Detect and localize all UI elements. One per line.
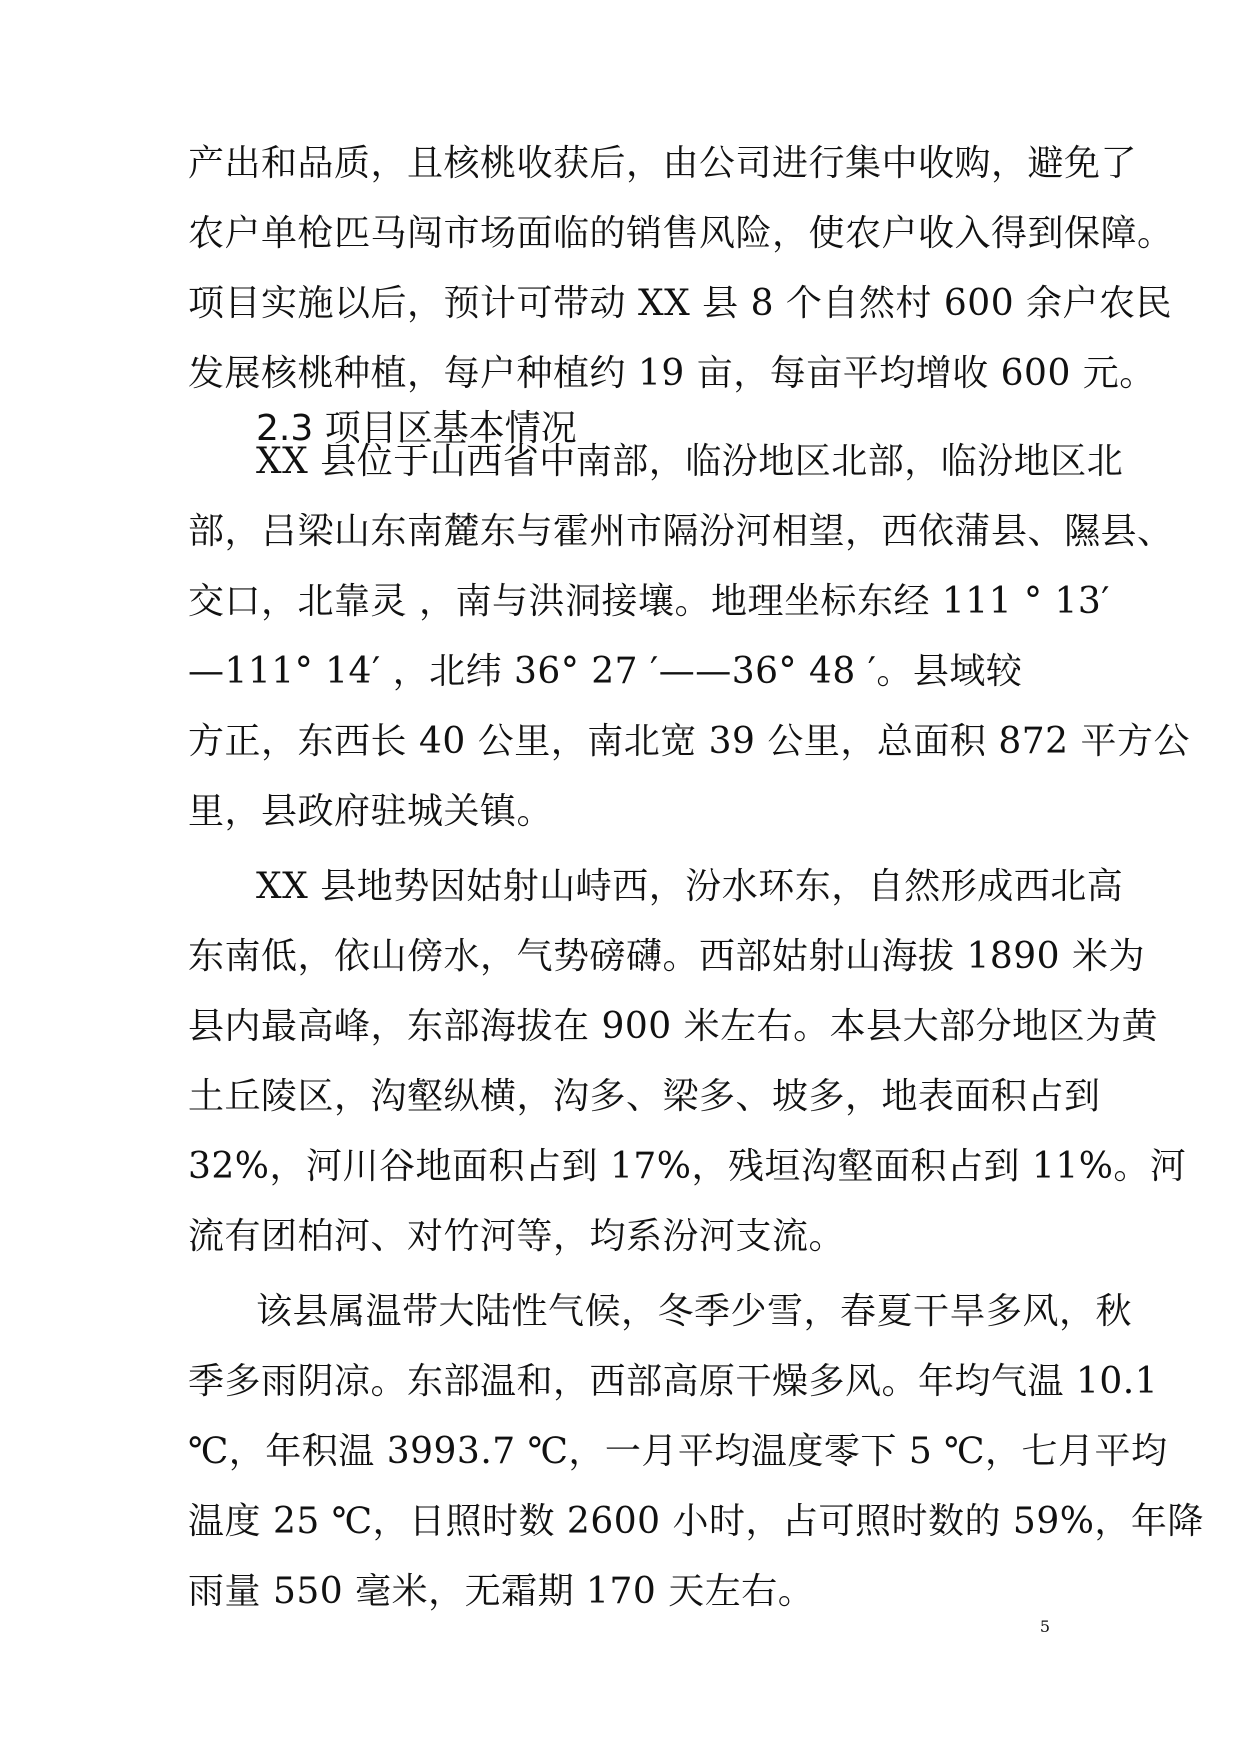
paragraph-2-line-2: 部，吕梁山东南麓东与霍州市隔汾河相望，西依蒲县、隰县、: [188, 511, 1174, 552]
paragraph-3-line-6: 流有团柏河、对竹河等，均系汾河支流。: [188, 1216, 846, 1257]
paragraph-3-line-1: XX 县地势因姑射山峙西，汾水环东，自然形成西北高: [256, 866, 1124, 907]
paragraph-4-line-2: 季多雨阴凉。东部温和，西部高原干燥多风。年均气温 10.1: [188, 1361, 1159, 1402]
paragraph-4-line-3: ℃，年积温 3993.7 ℃，一月平均温度零下 5 ℃，七月平均: [188, 1431, 1168, 1472]
section-heading: 2.3 项目区基本情况: [256, 408, 577, 449]
paragraph-1-line-4: 发展核桃种植，每户种植约 19 亩，每亩平均增收 600 元。: [188, 353, 1156, 394]
page-number: 5: [1039, 1617, 1051, 1636]
paragraph-3-line-3: 县内最高峰，东部海拔在 900 米左右。本县大部分地区为黄: [188, 1006, 1159, 1047]
paragraph-2-line-4: —111° 14′ ，北纬 36° 27 ′——36° 48 ′。县域较: [188, 651, 1023, 692]
paragraph-1-line-2: 农户单枪匹马闯市场面临的销售风险，使农户收入得到保障。: [188, 213, 1174, 254]
paragraph-2-line-3: 交口，北靠灵 ，南与洪洞接壤。地理坐标东经 111 ° 13′: [188, 581, 1110, 622]
paragraph-2-line-6: 里，县政府驻城关镇。: [188, 791, 554, 832]
paragraph-1-line-3: 项目实施以后，预计可带动 XX 县 8 个自然村 600 余户农民: [188, 283, 1173, 324]
paragraph-4-line-4: 温度 25 ℃，日照时数 2600 小时，占可照时数的 59%，年降: [188, 1501, 1204, 1542]
paragraph-4-line-1: 该县属温带大陆性气候，冬季少雪，春夏干旱多风，秋: [256, 1291, 1133, 1332]
paragraph-3-line-5: 32%，河川谷地面积占到 17%，残垣沟壑面积占到 11%。河: [188, 1146, 1187, 1187]
paragraph-1-line-1: 产出和品质，且核桃收获后，由公司进行集中收购，避免了: [188, 143, 1138, 184]
paragraph-2-line-1: XX 县位于山西省中南部，临汾地区北部，临汾地区北: [256, 441, 1124, 482]
paragraph-3-line-4: 土丘陵区，沟壑纵横，沟多、梁多、坡多，地表面积占到: [188, 1076, 1101, 1117]
paragraph-3-line-2: 东南低，依山傍水，气势磅礴。西部姑射山海拔 1890 米为: [188, 936, 1146, 977]
paragraph-2-line-5: 方正，东西长 40 公里，南北宽 39 公里，总面积 872 平方公: [188, 721, 1190, 762]
paragraph-4-line-5: 雨量 550 毫米，无霜期 170 天左右。: [188, 1571, 815, 1612]
